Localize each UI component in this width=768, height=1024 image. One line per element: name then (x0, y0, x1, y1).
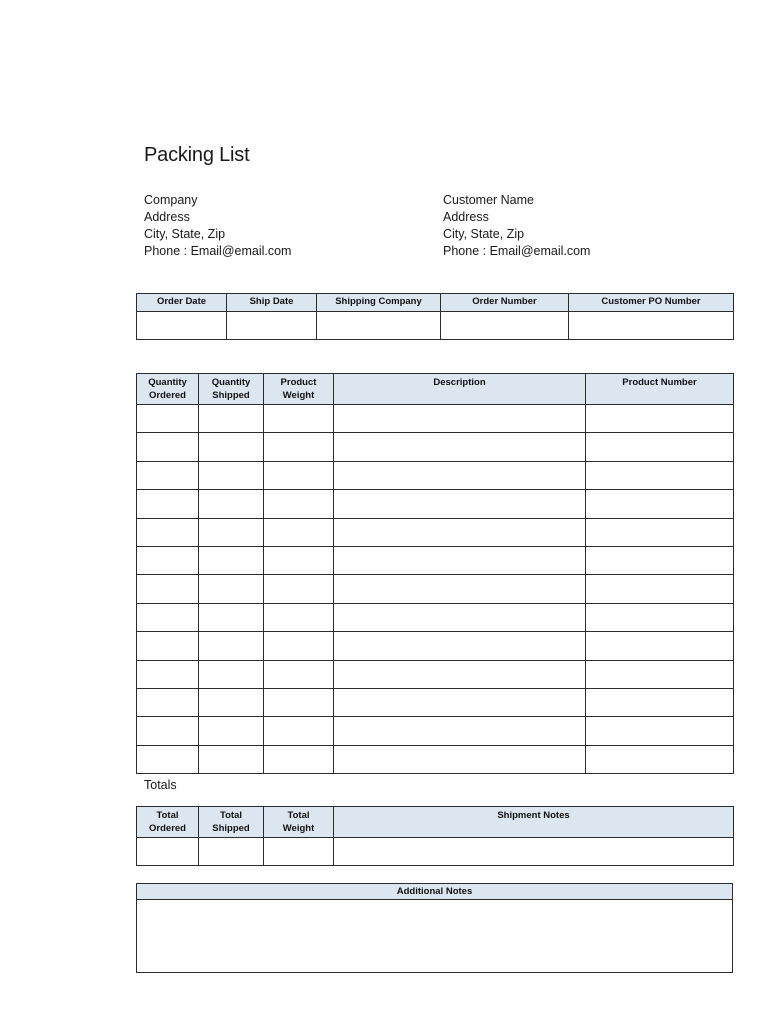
description-cell[interactable] (334, 745, 586, 773)
additional-notes-header: Additional Notes (137, 884, 733, 900)
totals-label: Totals (144, 778, 177, 792)
header-line: Ordered (149, 823, 186, 834)
items-table (136, 373, 734, 774)
total-ordered-cell[interactable] (137, 838, 199, 866)
header-line: Total (287, 810, 310, 821)
totals-header-row (137, 807, 734, 838)
header-line: Shipment Notes (497, 810, 570, 821)
table-row (137, 632, 734, 660)
header-line: Weight (282, 390, 315, 401)
additional-notes-table (136, 883, 733, 973)
quantity-ordered-cell[interactable] (137, 518, 199, 546)
page-title: Packing List (144, 144, 250, 166)
header-line: Weight (282, 823, 315, 834)
table-row (137, 405, 734, 433)
order-date-header: Order Date (137, 294, 227, 312)
product-number-cell[interactable] (586, 518, 734, 546)
quantity-shipped-cell[interactable] (199, 433, 264, 461)
notes-body-row (137, 900, 733, 973)
description-cell[interactable] (334, 546, 586, 574)
product-number-cell[interactable] (586, 490, 734, 518)
customer-contact: Phone : Email@email.com (443, 244, 591, 258)
quantity-shipped-cell[interactable] (199, 575, 264, 603)
customer-city-state-zip: City, State, Zip (443, 227, 525, 241)
header-line: Shipped (212, 390, 250, 401)
shipment-notes-header (334, 807, 734, 838)
quantity-shipped-cell[interactable] (199, 405, 264, 433)
quantity-ordered-cell[interactable] (137, 546, 199, 574)
quantity-ordered-cell[interactable] (137, 461, 199, 489)
order-header-row (137, 294, 734, 312)
product-number-cell[interactable] (586, 575, 734, 603)
total-shipped-cell[interactable] (199, 838, 264, 866)
product-weight-cell[interactable] (264, 632, 334, 660)
product-weight-cell[interactable] (264, 461, 334, 489)
product-weight-cell[interactable] (264, 603, 334, 631)
quantity-ordered-cell[interactable] (137, 745, 199, 773)
product-number-cell[interactable] (586, 688, 734, 716)
description-cell[interactable] (334, 405, 586, 433)
quantity-ordered-cell[interactable] (137, 603, 199, 631)
table-row (137, 603, 734, 631)
quantity-ordered-cell[interactable] (137, 405, 199, 433)
items-header-row (137, 374, 734, 405)
description-cell[interactable] (334, 688, 586, 716)
product-number-header (586, 374, 734, 405)
shipping-company-cell[interactable] (317, 312, 441, 340)
product-number-cell[interactable] (586, 405, 734, 433)
description-cell[interactable] (334, 717, 586, 745)
quantity-shipped-cell[interactable] (199, 603, 264, 631)
table-row (137, 546, 734, 574)
product-number-cell[interactable] (586, 546, 734, 574)
product-weight-cell[interactable] (264, 575, 334, 603)
product-number-cell[interactable] (586, 461, 734, 489)
header-line: Ordered (149, 390, 186, 401)
table-row (137, 745, 734, 773)
quantity-shipped-cell[interactable] (199, 660, 264, 688)
description-cell[interactable] (334, 461, 586, 489)
header-line: Description (433, 377, 486, 388)
product-number-cell[interactable] (586, 717, 734, 745)
quantity-ordered-cell[interactable] (137, 575, 199, 603)
totals-table (136, 806, 734, 866)
description-cell[interactable] (334, 603, 586, 631)
order-number-cell[interactable] (441, 312, 569, 340)
header-line: Shipped (212, 823, 250, 834)
company-name: Company (144, 193, 198, 207)
product-weight-cell[interactable] (264, 717, 334, 745)
quantity-shipped-cell[interactable] (199, 518, 264, 546)
quantity-ordered-cell[interactable] (137, 660, 199, 688)
notes-header-row (137, 884, 733, 900)
company-contact: Phone : Email@email.com (144, 244, 292, 258)
total-weight-cell[interactable] (264, 838, 334, 866)
table-row (137, 717, 734, 745)
order-date-cell[interactable] (137, 312, 227, 340)
product-number-cell[interactable] (586, 433, 734, 461)
quantity-shipped-cell[interactable] (199, 717, 264, 745)
table-row (137, 461, 734, 489)
customer-po-number-cell[interactable] (569, 312, 734, 340)
totals-value-row (137, 838, 734, 866)
order-info-table (136, 293, 734, 340)
description-cell[interactable] (334, 433, 586, 461)
product-weight-cell[interactable] (264, 518, 334, 546)
company-address: Address (144, 210, 190, 224)
table-row (137, 660, 734, 688)
quantity-ordered-cell[interactable] (137, 433, 199, 461)
quantity-ordered-cell[interactable] (137, 688, 199, 716)
table-row (137, 518, 734, 546)
description-header (334, 374, 586, 405)
shipping-company-header: Shipping Company (317, 294, 441, 312)
quantity-ordered-cell[interactable] (137, 717, 199, 745)
total-weight-header (264, 807, 334, 838)
table-row (137, 490, 734, 518)
product-weight-cell[interactable] (264, 405, 334, 433)
product-weight-cell[interactable] (264, 660, 334, 688)
description-cell[interactable] (334, 632, 586, 660)
quantity-shipped-cell[interactable] (199, 490, 264, 518)
order-number-header: Order Number (441, 294, 569, 312)
quantity-shipped-cell[interactable] (199, 632, 264, 660)
header-line: Quantity (148, 377, 187, 388)
ship-date-header: Ship Date (227, 294, 317, 312)
customer-info (443, 192, 590, 260)
description-cell[interactable] (334, 518, 586, 546)
shipment-notes-cell[interactable] (334, 838, 734, 866)
customer-po-number-header: Customer PO Number (569, 294, 734, 312)
table-row (137, 575, 734, 603)
total-shipped-header (199, 807, 264, 838)
description-cell[interactable] (334, 490, 586, 518)
description-cell[interactable] (334, 660, 586, 688)
description-cell[interactable] (334, 575, 586, 603)
product-weight-cell[interactable] (264, 546, 334, 574)
header-line: Product (280, 377, 317, 388)
additional-notes-cell[interactable] (137, 900, 733, 973)
header-line: Total (220, 810, 242, 821)
quantity-ordered-cell[interactable] (137, 490, 199, 518)
product-weight-cell[interactable] (264, 745, 334, 773)
customer-name: Customer Name (443, 193, 534, 207)
product-number-cell[interactable] (586, 660, 734, 688)
table-row (137, 688, 734, 716)
order-value-row (137, 312, 734, 340)
table-row (137, 433, 734, 461)
customer-address: Address (443, 210, 489, 224)
product-weight-cell[interactable] (264, 490, 334, 518)
ship-date-cell[interactable] (227, 312, 317, 340)
product-weight-cell[interactable] (264, 688, 334, 716)
quantity-ordered-header (137, 374, 199, 405)
product-weight-cell[interactable] (264, 433, 334, 461)
product-weight-header (264, 374, 334, 405)
quantity-shipped-cell[interactable] (199, 745, 264, 773)
company-info (144, 192, 291, 260)
quantity-shipped-cell[interactable] (199, 461, 264, 489)
product-number-cell[interactable] (586, 745, 734, 773)
quantity-shipped-cell[interactable] (199, 546, 264, 574)
total-ordered-header (137, 807, 199, 838)
company-city-state-zip: City, State, Zip (144, 227, 226, 241)
header-line: Total (156, 810, 179, 821)
header-line: Product Number (622, 377, 697, 388)
quantity-ordered-cell[interactable] (137, 632, 199, 660)
items-body (137, 405, 734, 774)
product-number-cell[interactable] (586, 632, 734, 660)
quantity-shipped-header (199, 374, 264, 405)
product-number-cell[interactable] (586, 603, 734, 631)
quantity-shipped-cell[interactable] (199, 688, 264, 716)
header-line: Quantity (211, 377, 251, 388)
